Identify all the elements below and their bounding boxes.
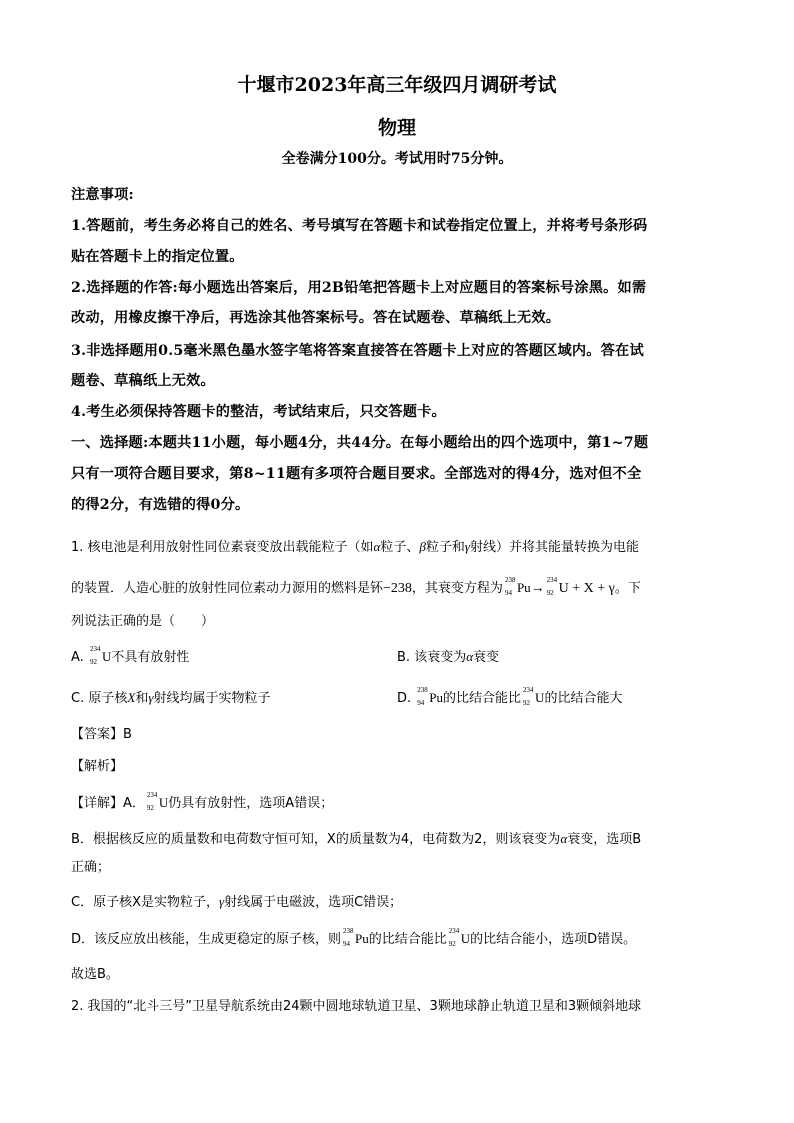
mass-number: 234 bbox=[448, 927, 460, 935]
option-c-text: 原子核 bbox=[88, 691, 128, 706]
alpha-symbol: α bbox=[466, 649, 474, 664]
option-b-text: 该衰变为 bbox=[414, 650, 467, 665]
q1-text: 粒子、 bbox=[380, 540, 420, 555]
u-atomic-number: 92 bbox=[546, 589, 554, 597]
option-b-label: B. bbox=[397, 650, 411, 665]
decay-equation bbox=[504, 576, 531, 597]
atomic-number: 92 bbox=[523, 699, 531, 707]
detail-a bbox=[71, 792, 333, 811]
q1-text: 射线）并将其能量转换为电能 bbox=[470, 540, 640, 555]
note-1-line-2: 贴在答题卡上的指定位置。 bbox=[71, 249, 244, 265]
detail-c-text: 射线属于电磁波，选项C错误； bbox=[224, 895, 403, 910]
option-d-text: 的比结合能大 bbox=[544, 691, 623, 706]
atomic-number: 92 bbox=[448, 940, 456, 948]
exam-info: 全卷满分100分。考试用时75分钟。 bbox=[281, 151, 513, 167]
alpha-symbol: α bbox=[560, 831, 568, 846]
mass-number: 234 bbox=[146, 791, 158, 799]
element-symbol: Pu bbox=[429, 690, 444, 705]
mass-number: 234 bbox=[523, 686, 534, 694]
pu-mass-number: 238 bbox=[504, 576, 516, 584]
detail-a-text: 仍具有放射性，选项A错误； bbox=[168, 796, 334, 811]
mass-number: 238 bbox=[417, 686, 428, 694]
element-symbol: U bbox=[535, 690, 545, 705]
pu-atomic-number: 94 bbox=[504, 589, 512, 597]
reaction-arrow: → bbox=[530, 581, 545, 596]
note-4: 4.考生必须保持答题卡的整洁，考试结束后，只交答题卡。 bbox=[71, 404, 446, 420]
option-a-label: A. bbox=[71, 650, 84, 665]
atomic-number: 92 bbox=[146, 804, 154, 812]
option-d-text: 的比结合能比 bbox=[443, 691, 522, 706]
detail-d bbox=[71, 928, 636, 947]
section-1-line-2: 只有一项符合题目要求，第8~11题有多项符合题目要求。全部选对的得4分，选对但不全 bbox=[71, 466, 642, 482]
q1-line-1 bbox=[71, 536, 639, 555]
note-3-line-2: 题卷、草稿纸上无效。 bbox=[71, 373, 215, 389]
option-d-isotope-u bbox=[523, 686, 545, 707]
beta-symbol: β bbox=[419, 539, 426, 554]
element-symbol: Pu bbox=[355, 931, 369, 946]
detail-c-text: C．原子核X是实物粒子， bbox=[71, 895, 219, 910]
atomic-number: 94 bbox=[417, 699, 425, 707]
equation-rest: U + X + γ bbox=[558, 581, 615, 596]
detail-d-text: 的比结合能比 bbox=[368, 932, 447, 947]
option-d[interactable] bbox=[397, 687, 622, 706]
x-symbol: X bbox=[127, 690, 136, 705]
q1-line-3: 列说法正确的是（ ） bbox=[71, 614, 215, 629]
detail-d-text: D．该反应放出核能，生成更稳定的原子核，则 bbox=[71, 932, 342, 947]
option-d-label: D. bbox=[397, 691, 412, 706]
element-symbol: U bbox=[460, 931, 471, 946]
mass-number: 238 bbox=[343, 927, 354, 935]
q1-text: 。下 bbox=[614, 581, 641, 596]
pu238-label: −238 bbox=[383, 581, 412, 596]
option-d-isotope-pu bbox=[417, 686, 444, 707]
detail-tag: 【详解】A． bbox=[71, 796, 145, 811]
detail-d-text: 的比结合能小，选项D错误。 bbox=[470, 932, 637, 947]
gamma-symbol: γ bbox=[464, 539, 471, 554]
conclusion: 故选B。 bbox=[71, 967, 119, 982]
detail-c bbox=[71, 891, 402, 910]
detail-b-text: 衰变，选项B bbox=[567, 832, 642, 847]
option-c-label: C. bbox=[71, 691, 85, 706]
alpha-symbol: α bbox=[373, 539, 381, 554]
q1-text: 的装置．人造心脏的放射性同位素动力源用的燃料是钚 bbox=[71, 581, 384, 596]
exam-title: 十堰市2023年高三年级四月调研考试 bbox=[237, 74, 557, 96]
atomic-number: 94 bbox=[343, 940, 351, 948]
q1-text: ，其衰变方程为 bbox=[411, 581, 503, 596]
detail-a-isotope bbox=[146, 791, 169, 812]
element-symbol: U bbox=[158, 795, 169, 810]
pu-symbol: Pu bbox=[516, 580, 531, 595]
section-1-line-3: 的得2分，有选错的得0分。 bbox=[71, 497, 250, 513]
detail-d-isotope-u bbox=[448, 927, 471, 948]
note-3-line-1: 3.非选择题用0.5毫米黑色墨水签字笔将答案直接答在答题卡上对应的答题区域内。答在试 bbox=[71, 343, 644, 359]
q1-text: 1. 核电池是利用放射性同位素衰变放出载能粒子（如 bbox=[71, 540, 374, 555]
note-1-line-1: 1.答题前，考生务必将自己的姓名、考号填写在答题卡和试卷指定位置上，并将考号条形码 bbox=[71, 218, 648, 234]
notes-heading: 注意事项: bbox=[71, 187, 134, 203]
gamma-symbol: γ bbox=[218, 894, 225, 909]
analysis-tag: 【解析】 bbox=[71, 759, 124, 774]
q1-line-2 bbox=[71, 577, 641, 597]
detail-b-text: B．根据核反应的质量数和电荷数守恒可知，X的质量数为4，电荷数为2，则该衰变为 bbox=[71, 832, 561, 847]
section-1-line-1: 一、选择题:本题共11小题，每小题4分，共44分。在每小题给出的四个选项中，第1~7题 bbox=[71, 435, 649, 451]
detail-d-isotope-pu bbox=[343, 927, 369, 948]
note-2-line-1: 2.选择题的作答:每小题选出答案后，用2B铅笔把答题卡上对应题目的答案标号涂黑。如需 bbox=[71, 280, 647, 296]
answer-line: 【答案】B bbox=[71, 727, 132, 742]
q2-line-1: 2. 我国的“北斗三号”卫星导航系统由24颗中圆地球轨道卫星、3颗地球静止轨道卫星和3颗倾斜地球 bbox=[71, 999, 642, 1014]
element-symbol: U bbox=[101, 649, 112, 664]
option-c-text: 射线均属于实物粒子 bbox=[153, 691, 271, 706]
atomic-number: 92 bbox=[89, 658, 97, 666]
option-b-text: 衰变 bbox=[473, 650, 500, 665]
gamma-symbol: γ bbox=[148, 690, 154, 705]
detail-b-line-1 bbox=[71, 828, 641, 847]
option-b[interactable] bbox=[397, 646, 499, 665]
uranium-isotope bbox=[546, 576, 615, 597]
option-a-text: 不具有放射性 bbox=[111, 650, 190, 665]
subject-title: 物理 bbox=[377, 117, 416, 139]
option-c[interactable] bbox=[71, 687, 270, 706]
note-2-line-2: 改动，用橡皮擦干净后，再选涂其他答案标号。答在试题卷、草稿纸上无效。 bbox=[71, 310, 561, 326]
option-a-isotope bbox=[89, 645, 112, 666]
option-a[interactable] bbox=[71, 646, 189, 665]
mass-number: 234 bbox=[89, 645, 101, 653]
q1-text: 粒子和 bbox=[425, 540, 465, 555]
option-c-text: 和 bbox=[135, 691, 149, 706]
detail-b-line-2: 正确； bbox=[71, 860, 111, 875]
u-mass-number: 234 bbox=[546, 576, 558, 584]
